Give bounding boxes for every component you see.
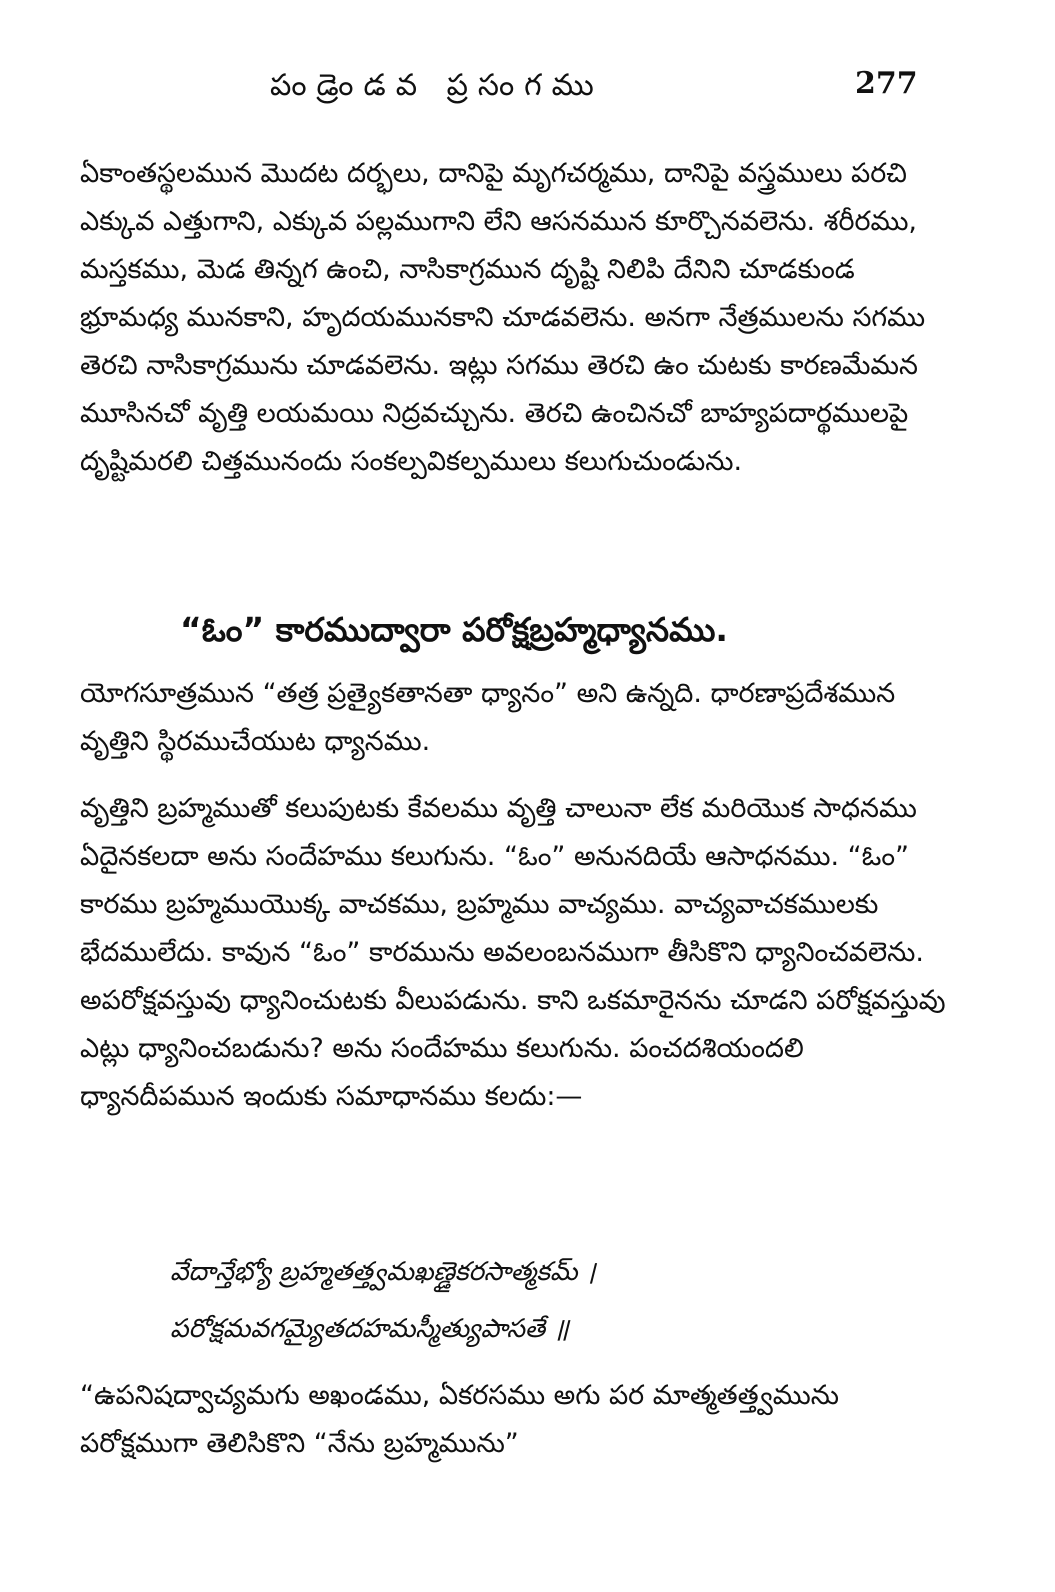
verse-line-1: వేదాన్తేభ్యో బ్రహ్మతత్త్వమఖణ్డైకరసాత్మకమ్ ।: [170, 1257, 596, 1287]
section-heading: “ఓం” కారముద్వారా పరోక్షబ్రహ్మధ్యానము.: [180, 610, 728, 649]
page-number: 277: [855, 66, 918, 101]
paragraph-om-means: వృత్తిని బ్రహ్మముతో కలుపుటకు కేవలము వృత్తి చాలునా లేక మరియొక సాధనము ఏదైనకలదా అను సందేహము కలుగును. “ఓం” అనునదియే ఆసాధనము. “ఓం” కారము బ్రహ్మముయొక్క వాచకము, బ్రహ్మము వాచ్యము. వాచ్యవాచకములకు భేదములేదు. కావున “ఓం” కారమును అవలంబనముగా తీసికొని ధ్యానించవలెను. అపరోక్షవస్తువు ధ్యానించుటకు వీలుపడును. కాని ఒకమారైనను చూడని పరోక్షవస్తువు ఎట్లు ధ్యానించబడును? అను సందేహము కలుగును. పంచదశియందలి ధ్యానదీపమున ఇందుకు సమాధానము కలదు:—: [80, 793, 955, 1112]
paragraph-yoga-sutra: యోగసూత్రమున “తత్ర ప్రత్యైకతానతా ధ్యానం” అని ఉన్నది. ధారణాప్రదేశమున వృత్తిని స్థిరముచేయుట ధ్యానము.: [80, 678, 904, 757]
running-title: పండ్రెండవ ప్రసంగము: [270, 68, 604, 103]
paragraph-meditation-seat: ఏకాంతస్థలమున మొదట దర్భలు, దానిపై మృగచర్మము, దానిపై వస్త్రములు పరచి ఎక్కువ ఎత్తుగాని, ఎక్కువ పల్లముగాని లేని ఆసనమున కూర్చొనవలెను. శరీరము, మస్తకము, మెడ తిన్నగ ఉంచి, నాసికాగ్రమున దృష్టి నిలిపి దేనిని చూడకుండ భ్రూమధ్య మునకాని, హృదయమునకాని చూడవలెను. అనగా నేత్రములను సగము తెరచి నాసికాగ్రమును చూడవలెను. ఇట్లు సగము తెరచి ఉం చుటకు కారణమేమన మూసినచో వృత్తి లయమయి నిద్రవచ్చును. తెరచి ఉంచినచో బాహ్యపదార్థములపై దృష్టిమరలి చిత్తమునందు సంకల్పవికల్పములు కలుగుచుండును.: [80, 158, 934, 477]
verse-line-2: పరోక్షమవగమ్యైతదహమస్మీత్యుపాసతే ॥: [170, 1314, 569, 1344]
paragraph-upanishad: “ఉపనిషద్వాచ్యమగు అఖండము, ఏకరసము అగు పర మాత్మతత్త్వమును పరోక్షముగా తెలిసికొని “నేను బ్రహ్మమును”: [80, 1380, 848, 1459]
